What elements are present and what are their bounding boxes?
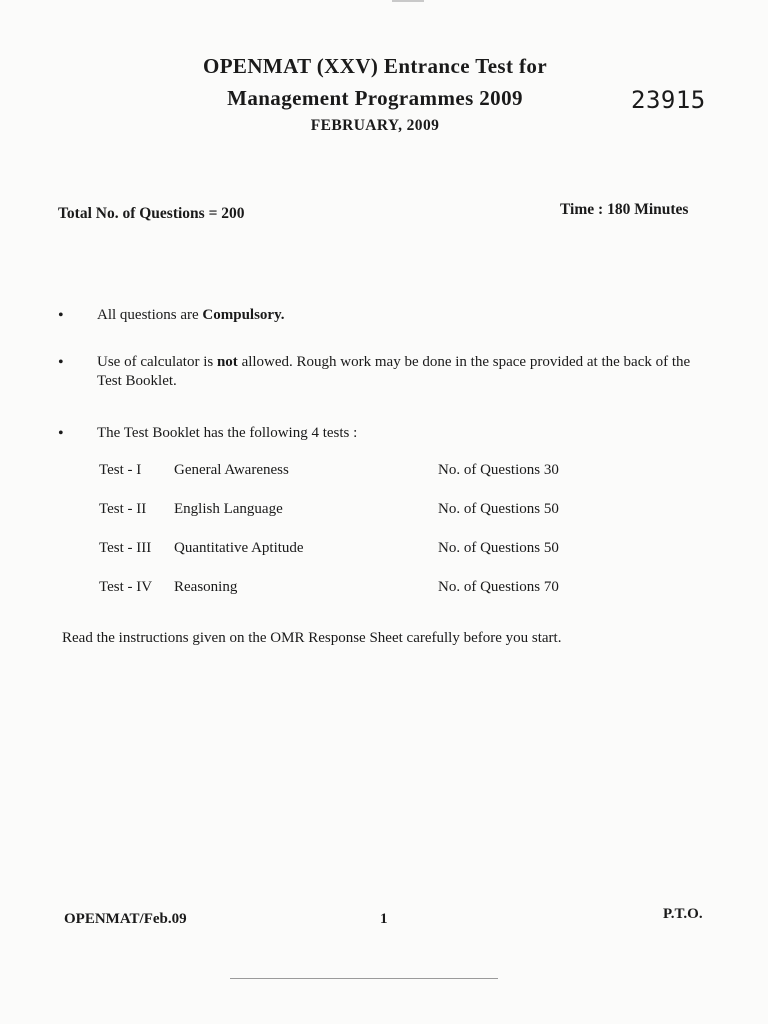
test-row <box>0 462 768 484</box>
test-question-count: No. of Questions 70 <box>438 579 559 595</box>
instruction-compulsory <box>97 306 707 325</box>
test-name: Quantitative Aptitude <box>174 540 304 556</box>
test-code: Test - III <box>99 540 152 556</box>
instruction-calculator <box>97 353 707 391</box>
test-row <box>0 540 768 562</box>
instruction-tests-intro: The Test Booklet has the following 4 tests : <box>97 425 358 441</box>
bullet-icon: • <box>58 425 64 442</box>
omr-instruction-note: Read the instructions given on the OMR Response Sheet carefully before you start. <box>62 630 562 646</box>
footer-pto: P.T.O. <box>663 906 703 922</box>
exam-date: FEBRUARY, 2009 <box>310 117 440 134</box>
test-name: Reasoning <box>174 579 238 595</box>
time-limit: Time : 180 Minutes <box>560 201 689 218</box>
scan-mark <box>392 0 424 2</box>
footer-paper-code: OPENMAT/Feb.09 <box>64 911 187 927</box>
footer-page-number: 1 <box>380 911 388 927</box>
instruction-emphasis: Compulsory. <box>202 307 285 323</box>
bullet-icon: • <box>58 307 64 324</box>
exam-title-line2: Management Programmes 2009 <box>227 86 523 110</box>
test-name: General Awareness <box>174 462 289 478</box>
exam-title-line1: OPENMAT (XXV) Entrance Test for <box>202 54 548 78</box>
test-row <box>0 501 768 523</box>
test-code: Test - I <box>99 462 142 478</box>
test-question-count: No. of Questions 50 <box>438 501 559 517</box>
test-question-count: No. of Questions 30 <box>438 462 559 478</box>
total-questions: Total No. of Questions = 200 <box>58 205 245 222</box>
test-code: Test - IV <box>99 579 153 595</box>
test-name: English Language <box>174 501 283 517</box>
instruction-text: Use of calculator is <box>97 354 217 370</box>
test-row <box>0 579 768 601</box>
booklet-serial-number: 23915 <box>631 86 706 114</box>
test-code: Test - II <box>99 501 147 517</box>
instruction-emphasis: not <box>216 354 238 370</box>
instruction-text: All questions are <box>97 307 203 323</box>
test-question-count: No. of Questions 50 <box>438 540 559 556</box>
bullet-icon: • <box>58 354 64 371</box>
instruction-text: allowed. Rough work may be done in the space provided at the back of the Test Booklet. <box>97 354 691 389</box>
bottom-rule-line <box>230 978 498 979</box>
